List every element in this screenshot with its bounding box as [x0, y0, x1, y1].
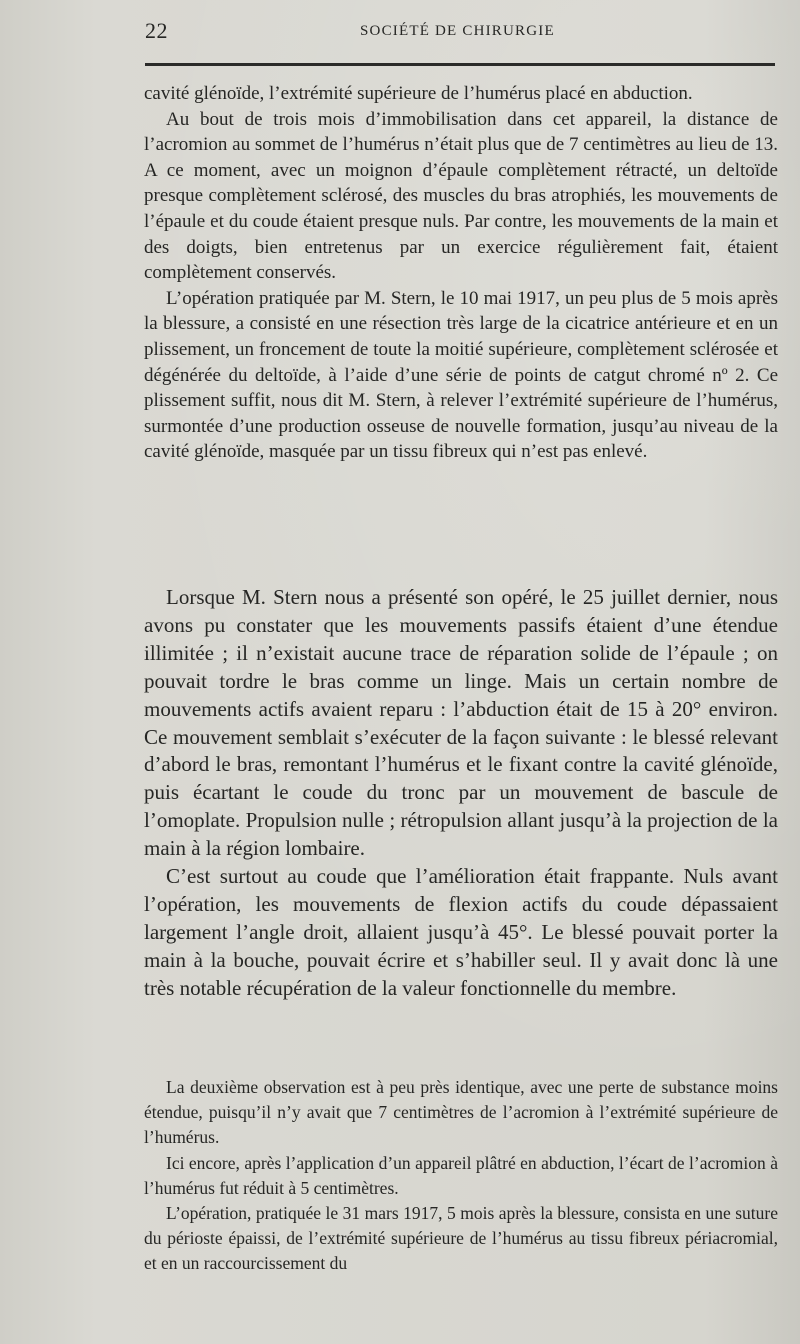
text-section-second-observation	[144, 1075, 778, 1277]
paragraph: Ici encore, après l’application d’un appareil plâtré en abduction, l’écart de l’acromion à l’humérus fut réduit à 5 centimètres.	[144, 1152, 778, 1198]
text-section-continuation	[144, 81, 778, 465]
page-number: 22	[145, 18, 168, 43]
paragraph: cavité glénoïde, l’extrémité supérieure de l’humérus placé en abduction.	[144, 83, 693, 104]
paragraph: L’opération pratiquée par M. Stern, le 10 mai 1917, un peu plus de 5 mois après la blessure, a consisté en une résection très large de la cicatrice antérieure et en un plissement, un froncement de toute la moitié supérieure, complètement sclérosée et dégénérée du deltoïde, à l’aide d’une série de points de catgut chromé nº 2. Ce plissement suffit, nous dit M. Stern, à relever l’extrémité supérieure de l’humérus, surmontée d’une production osseuse de nouvelle formation, jusqu’au niveau de la cavité glénoïde, masquée par un tissu fibreux qui n’est pas enlevé.	[144, 287, 778, 463]
text-section-result	[144, 584, 778, 1003]
running-title: SOCIÉTÉ DE CHIRURGIE	[360, 23, 555, 39]
paragraph: L’opération, pratiquée le 31 mars 1917, 5 mois après la blessure, consista en une suture du périoste épaissi, de l’extrémité supérieure de l’humérus au tissu fibreux périacromial, et en un raccourcissement du	[144, 1203, 778, 1274]
paragraph: Lorsque M. Stern nous a présenté son opéré, le 25 juillet dernier, nous avons pu constater que les mouvements passifs étaient d’une étendue illimitée ; il n’existait aucune trace de réparation solide de l’épaule ; on pouvait tordre le bras comme un linge. Mais un certain nombre de mouvements actifs avaient reparu : l’abduction était de 15 à 20° environ. Ce mouvement semblait s’exécuter de la façon suivante : le blessé relevant d’abord le bras, remontant l’humérus et le fixant contre la cavité glénoïde, puis écartant le coude du tronc par un mouvement de bascule de l’omoplate. Propulsion nulle ; rétropulsion allant jusqu’à la projection de la main à la région lombaire.	[144, 585, 778, 861]
paragraph: Au bout de trois mois d’immobilisation dans cet appareil, la distance de l’acromion au sommet de l’humérus n’était plus que de 7 centimètres au lieu de 13. A ce moment, avec un moignon d’épaule complètement rétracté, un deltoïde presque complètement sclérosé, des muscles du bras atrophiés, les mouvements de l’épaule et du coude étaient presque nuls. Par contre, les mouvements de la main et des doigts, bien entretenus par un exercice régulièrement fait, étaient complètement conservés.	[144, 108, 778, 284]
paragraph: La deuxième observation est à peu près identique, avec une perte de substance moins étendue, puisqu’il n’y avait que 7 centimètres de l’acromion à l’extrémité supérieure de l’humérus.	[144, 1077, 778, 1148]
page-header	[145, 18, 777, 46]
paragraph: C’est surtout au coude que l’amélioration était frappante. Nuls avant l’opération, les mouvements de flexion actifs du coude dépassaient largement l’angle droit, allaient jusqu’à 45°. Le blessé pouvait porter la main à la bouche, pouvait écrire et s’habiller seul. Il y avait donc là une très notable récupération de la valeur fonctionnelle du membre.	[144, 864, 778, 1000]
header-rule	[145, 63, 775, 66]
